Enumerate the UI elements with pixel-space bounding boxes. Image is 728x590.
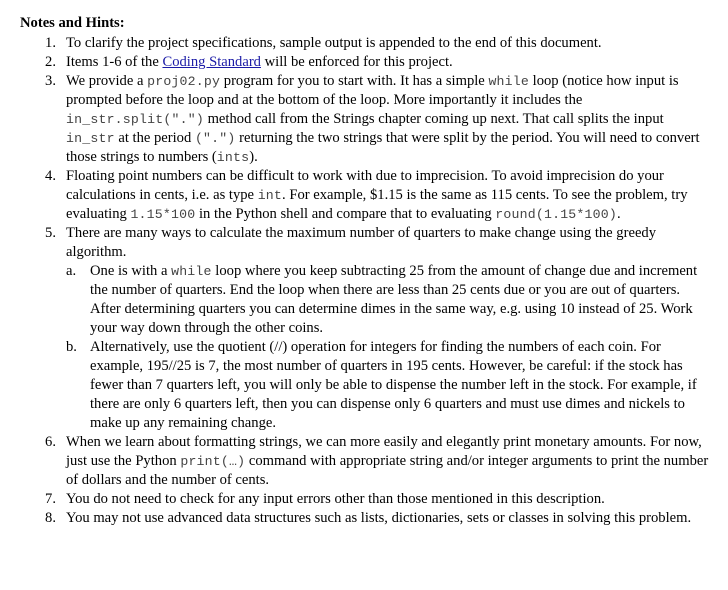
list-item-7 xyxy=(20,490,712,509)
sub-item-text: Alternatively, use the quotient (//) operation for integers for finding the numbers of each coin. For example, 195//25 is 7, the most number of quarters in 195 cents. However, be careful: if the stock has fewer than 7 quarters left, you will only be able to dispense the number left in the stock. For example, if there are only 6 quarters left, then you can dispense only 6 quarters and must use dimes and nickels to make up any remaining change. xyxy=(90,339,697,431)
sub-item-b xyxy=(66,338,712,433)
code-snippet: in_str xyxy=(66,131,115,146)
code-snippet: while xyxy=(488,74,530,89)
item-text: There are many ways to calculate the maximum number of quarters to make change using the greedy algorithm. xyxy=(66,225,657,260)
code-snippet: ints xyxy=(216,150,250,165)
item-number: 4. xyxy=(45,168,56,184)
list-item-5 xyxy=(20,224,712,433)
item-text: To clarify the project specifications, sample output is appended to the end of this document. xyxy=(66,35,602,51)
item-number: 5. xyxy=(45,225,56,241)
code-snippet: 1.15*100 xyxy=(130,207,196,222)
sub-item-letter: a. xyxy=(66,263,77,279)
list-item-4 xyxy=(20,167,712,224)
code-snippet: round(1.15*100) xyxy=(495,207,617,222)
code-snippet: proj02.py xyxy=(147,74,221,89)
code-snippet: print(…) xyxy=(180,454,246,469)
list-item-1 xyxy=(20,34,712,53)
item-number: 6. xyxy=(45,434,56,450)
sub-item-letter: b. xyxy=(66,339,77,355)
code-snippet: in_str.split(".") xyxy=(66,112,204,127)
sub-item-a xyxy=(66,262,712,338)
notes-heading: Notes and Hints: xyxy=(20,15,125,31)
item-text: We provide a proj02.py program for you to start with. It has a simple while loop (notice how input is prompted before the loop and at the bottom of the loop. More importantly it includes the in_str.split(".") method call from the Strings chapter coming up next. That call splits the input in_str at the period (".") returning the two strings that were split by the period. You will need to convert those strings to numbers (ints). xyxy=(66,73,700,165)
item-text: When we learn about formatting strings, we can more easily and elegantly print monetary amounts. For now, just use the Python print(…) command with appropriate string and/or integer arguments to print the number of dollars and the number of cents. xyxy=(66,434,709,488)
sub-item-text: One is with a while loop where you keep subtracting 25 from the amount of change due and increment the number of quarters. End the loop when there are less than 25 cents due or you are out of quarters. After determining quarters you can determine dimes in the same way, e.g. using 10 instead of 25. Work your way down through the other coins. xyxy=(90,263,698,336)
item-number: 7. xyxy=(45,491,56,507)
list-item-3 xyxy=(20,72,712,167)
item-number: 2. xyxy=(45,54,56,70)
item-text: You may not use advanced data structures such as lists, dictionaries, sets or classes in solving this problem. xyxy=(66,510,692,526)
item-text: Floating point numbers can be difficult to work with due to imprecision. To avoid imprecision do your calculations in cents, i.e. as type int. For example, $1.15 is the same as 115 cents. To see the problem, try evaluating 1.15*100 in the Python shell and compare that to evaluating round(1.15*100). xyxy=(66,168,688,222)
code-snippet: int xyxy=(257,188,283,203)
list-item-6 xyxy=(20,433,712,490)
list-item-2 xyxy=(20,53,712,72)
item-number: 1. xyxy=(45,35,56,51)
item-number: 8. xyxy=(45,510,56,526)
item-text: Items 1-6 of the Coding Standard will be enforced for this project. xyxy=(66,54,453,70)
code-snippet: while xyxy=(171,264,212,279)
code-snippet: (".") xyxy=(194,131,236,146)
coding-standard-link[interactable]: Coding Standard xyxy=(162,54,261,70)
item-number: 3. xyxy=(45,73,56,89)
list-item-8 xyxy=(20,509,712,528)
item-text: You do not need to check for any input errors other than those mentioned in this description. xyxy=(66,491,605,507)
